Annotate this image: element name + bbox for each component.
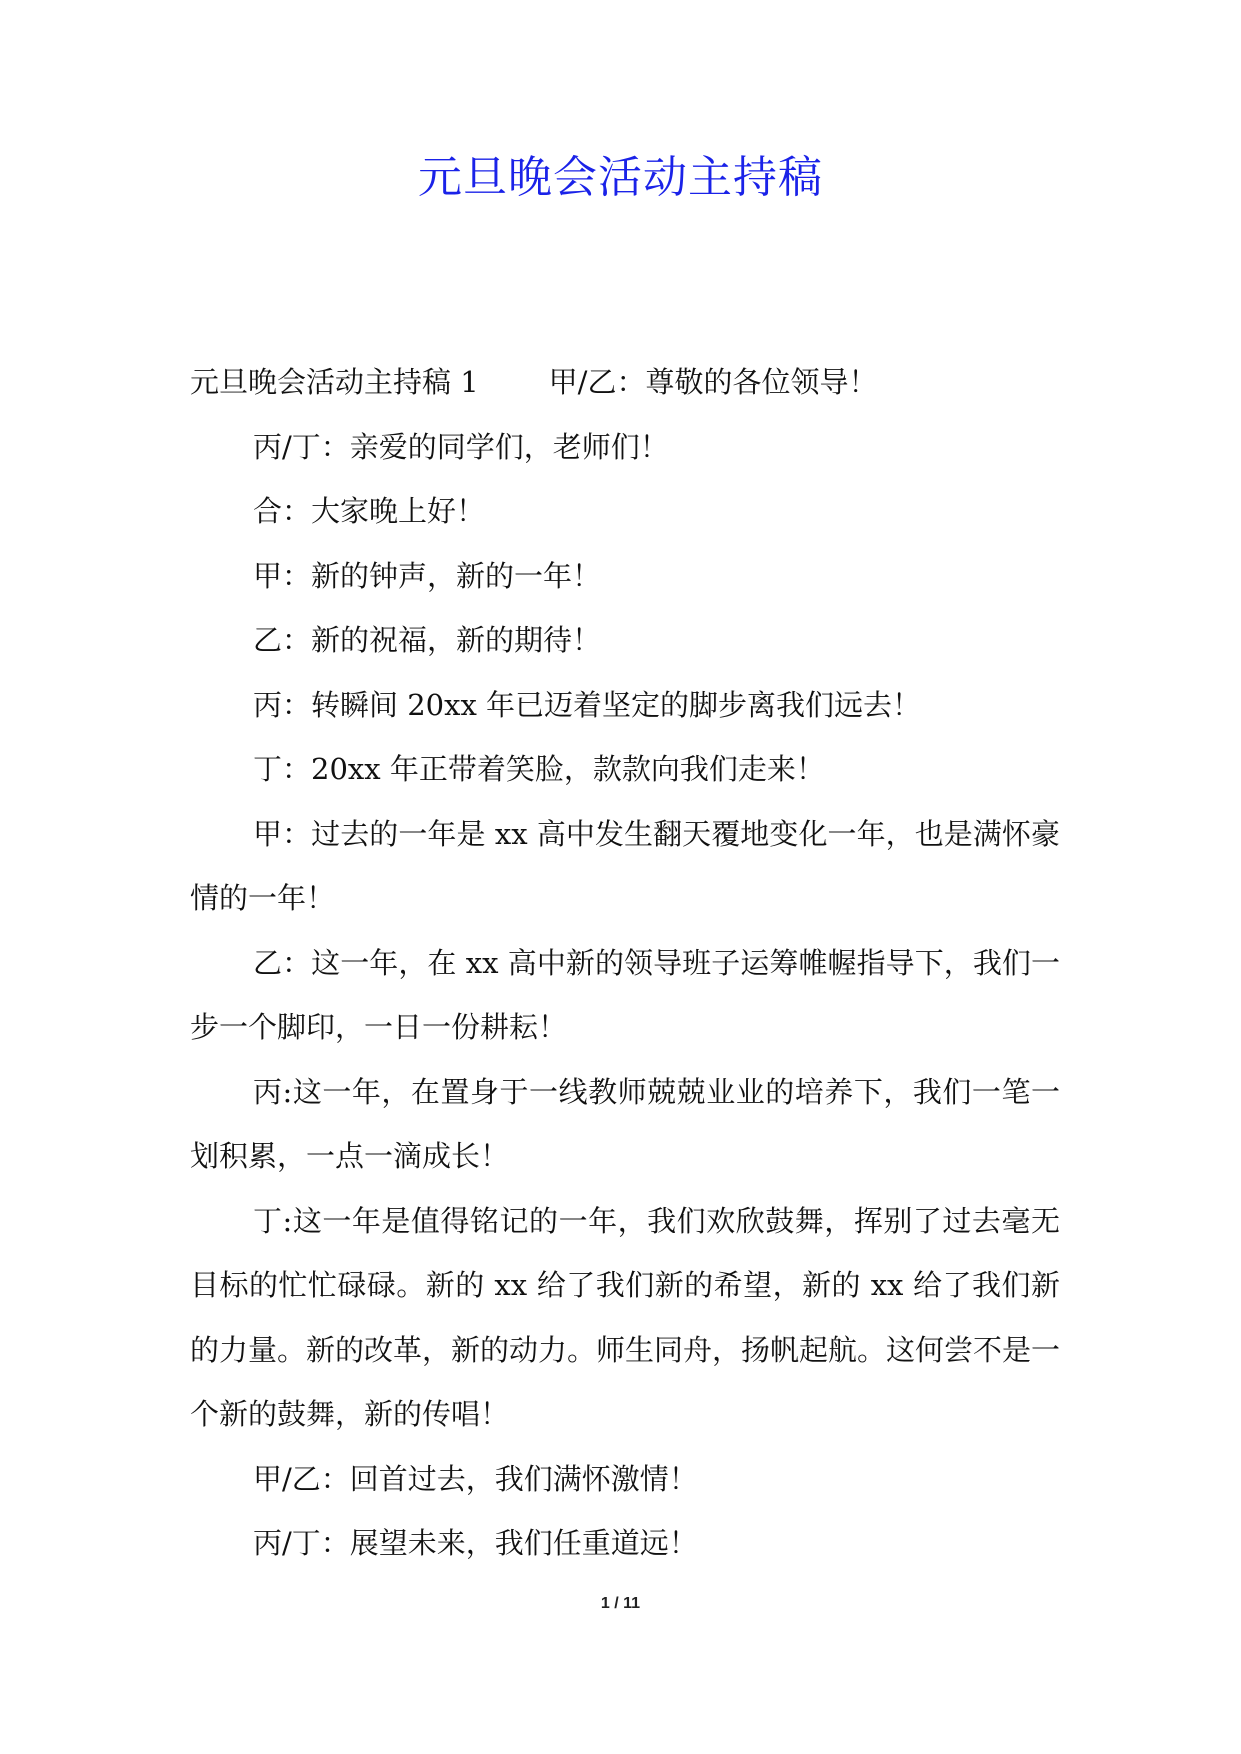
- page-number: 1 / 11: [600, 1595, 641, 1612]
- paragraph: 甲：新的钟声，新的一年！: [253, 558, 602, 593]
- paragraph: 丙/丁：亲爱的同学们，老师们！: [253, 429, 669, 464]
- paragraph: 甲：过去的一年是 xx 高中发生翻天覆地变化一年，也是满怀豪情的一年！: [190, 816, 1060, 915]
- document-title: 元旦晚会活动主持稿: [418, 152, 823, 203]
- paragraph: 合：大家晚上好！: [253, 494, 486, 528]
- paragraph: 丙：转瞬间 20xx 年已迈着坚定的脚步离我们远去！: [253, 687, 922, 722]
- paragraph: 丁:这一年是值得铭记的一年，我们欢欣鼓舞，挥别了过去毫无目标的忙忙碌碌。新的 xx 给了我们新的希望，新的 xx 给了我们新的力量。新的改革，新的动力。师生同舟，扬帆起航。这何尝不是一个新的鼓舞，新的传唱！: [190, 1203, 1061, 1431]
- first-paragraph: [190, 350, 1060, 415]
- section-heading: 元旦晚会活动主持稿 1: [190, 365, 479, 399]
- paragraph: 乙：这一年，在 xx 高中新的领导班子运筹帷幄指导下，我们一步一个脚印，一日一份耕耘！: [190, 945, 1060, 1044]
- paragraph: 丙:这一年，在置身于一线教师兢兢业业的培养下，我们一笔一划积累，一点一滴成长！: [190, 1074, 1060, 1173]
- document-body: [190, 350, 1060, 1576]
- paragraph: 乙：新的祝福，新的期待！: [253, 623, 602, 657]
- paragraph: 丙/丁：展望未来，我们任重道远！: [253, 1526, 698, 1560]
- paragraph: 丁：20xx 年正带着笑脸，款款向我们走来！: [253, 752, 825, 786]
- paragraph: 甲/乙：回首过去，我们满怀激情！: [253, 1461, 698, 1496]
- first-line-text: 甲/乙：尊敬的各位领导！: [548, 365, 878, 399]
